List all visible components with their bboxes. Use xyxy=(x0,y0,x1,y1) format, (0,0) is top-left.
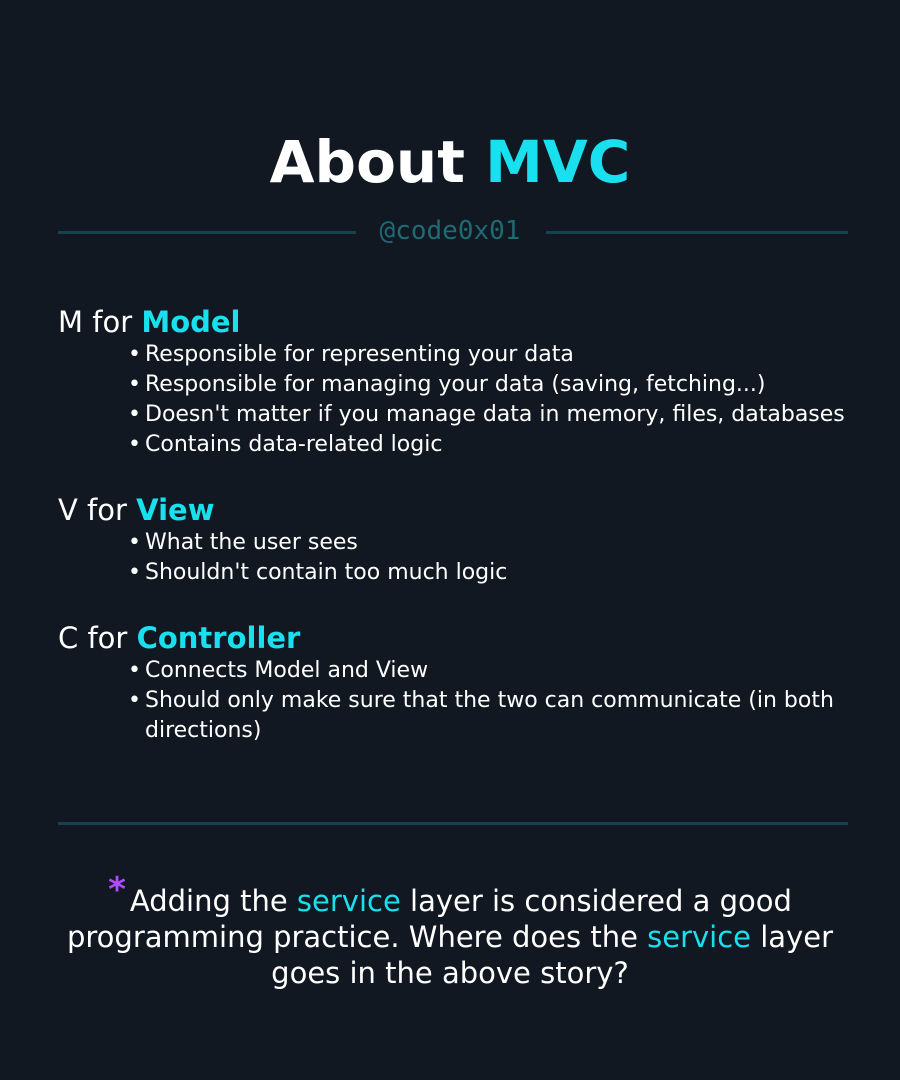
bullet-dot: • xyxy=(128,688,141,713)
bullet-text: Contains data-related logic xyxy=(145,432,443,457)
section-heading-view xyxy=(58,492,858,528)
bullet-item xyxy=(58,370,858,400)
section-heading-highlight: Model xyxy=(141,305,241,339)
section-controller xyxy=(58,620,858,746)
header-divider-right xyxy=(546,231,848,234)
bullet-text: Doesn't matter if you manage data in memory, files, databases xyxy=(145,402,845,427)
footer-text-2: layer is considered a good programming practice. Where does the xyxy=(66,884,792,954)
footer-highlight-service-2: service xyxy=(647,920,752,954)
bullet-dot: • xyxy=(128,530,141,555)
section-heading-highlight: View xyxy=(136,493,215,527)
bullet-list-model xyxy=(58,340,858,460)
title-highlight: MVC xyxy=(485,127,631,196)
footer-text-3: layer goes in the above story? xyxy=(271,920,834,990)
bullet-text: Responsible for representing your data xyxy=(145,342,574,367)
section-heading-highlight: Controller xyxy=(136,621,301,655)
page-title xyxy=(0,127,900,197)
bullet-item xyxy=(58,656,858,686)
author-handle: @code0x01 xyxy=(379,216,521,246)
bullet-dot: • xyxy=(128,432,141,457)
bullet-dot: • xyxy=(128,342,141,367)
footer-highlight-service-1: service xyxy=(296,884,401,918)
bullet-item xyxy=(58,400,858,430)
bullet-text: Should only make sure that the two can communicate (in both directions) xyxy=(145,688,834,743)
bullet-list-view xyxy=(58,528,858,588)
bullet-text: Shouldn't contain too much logic xyxy=(145,560,508,585)
section-model xyxy=(58,304,858,460)
bullet-item xyxy=(58,528,858,558)
bullet-list-controller xyxy=(58,656,858,746)
section-heading-prefix: M for xyxy=(58,305,133,339)
bullet-dot: • xyxy=(128,560,141,585)
section-heading-prefix: C for xyxy=(58,621,128,655)
bullet-item xyxy=(58,558,858,588)
footer-question xyxy=(60,872,840,991)
bullet-text: Responsible for managing your data (saving, fetching...) xyxy=(145,372,766,397)
bullet-dot: • xyxy=(128,402,141,427)
bullet-item xyxy=(58,686,858,746)
footer-text-1: Adding the xyxy=(129,884,288,918)
bullet-text: What the user sees xyxy=(145,530,358,555)
asterisk-icon: * xyxy=(108,870,126,910)
section-view xyxy=(58,492,858,588)
footer-divider xyxy=(58,822,848,825)
bullet-dot: • xyxy=(128,372,141,397)
bullet-item xyxy=(58,430,858,460)
title-prefix: About xyxy=(269,127,465,196)
section-heading-controller xyxy=(58,620,858,656)
bullet-text: Connects Model and View xyxy=(145,658,429,683)
bullet-dot: • xyxy=(128,658,141,683)
bullet-item xyxy=(58,340,858,370)
section-heading-prefix: V for xyxy=(58,493,127,527)
section-heading-model xyxy=(58,304,858,340)
